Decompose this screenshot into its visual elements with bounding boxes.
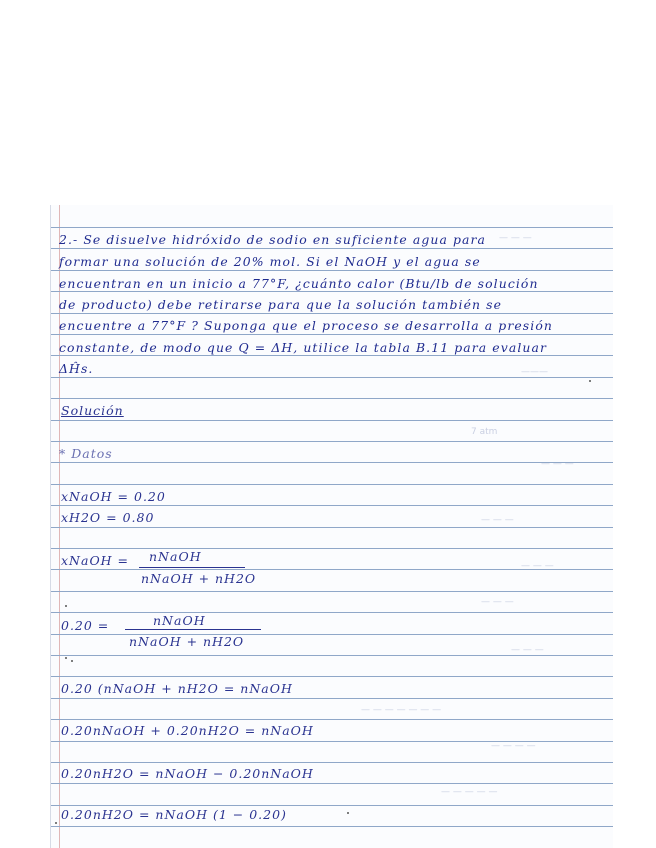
question-line-3: encuentran en un inicio a 77°F, ¿cuánto calor (Btu/lb de solución bbox=[59, 276, 539, 291]
eq6: 0.20nH2O = nNaOH (1 − 0.20) bbox=[61, 807, 287, 822]
ruled-line bbox=[51, 505, 613, 506]
question-line-1: 2.- Se disuelve hidróxido de sodio en suficiente agua para bbox=[59, 232, 487, 247]
eq1-denominator: nNaOH + nH2O bbox=[141, 571, 257, 586]
ruled-line bbox=[51, 227, 613, 228]
ruled-line bbox=[51, 719, 613, 720]
notebook-page: — — — ——— 7 atm — — — — — — — — — — — — — — — — — — — — — — — — — — — — — — — 2.- Se disuelve hidróxido de sodio en suficiente agua para formar una solución de 20% mol. Si el NaOH y el agua se encuentran en un inicio a 77°F, ¿cuánto calor (Btu/lb de solución de producto) debe retirarse para que la solución también se encuentre a 77°F ? Suponga que el proceso se desarrolla a presión constante, de modo que Q = ΔH, utilice la tabla B.11 para evaluar ΔĤs. Solución * Datos xNaOH = 0.20 xH2O = 0.80 xNaOH = nNaOH nNaOH + nH2O 0.20 = nNaOH nNaOH + nH2O 0.20 (nNaOH + nH2O = nNaOH 0.20nNaOH + 0.20nH2O = nNaOH 0.20nH2O = nNaOH − 0.20nNaOH 0.20nH2O = nNaOH (1 − 0.20) bbox=[50, 205, 613, 848]
eq2-fraction-bar bbox=[125, 629, 261, 630]
question-line-6: constante, de modo que Q = ΔH, utilice la tabla B.11 para evaluar bbox=[59, 340, 547, 355]
ruled-line bbox=[51, 462, 613, 463]
ruled-line bbox=[51, 270, 613, 271]
ruled-line bbox=[51, 805, 613, 806]
eq2-lhs: 0.20 = bbox=[61, 618, 110, 633]
eq1-lhs: xNaOH = bbox=[61, 553, 130, 568]
ruled-line bbox=[51, 655, 613, 656]
question-line-2: formar una solución de 20% mol. Si el NaOH y el agua se bbox=[59, 254, 481, 269]
eq2-denominator: nNaOH + nH2O bbox=[129, 634, 245, 649]
ruled-line bbox=[51, 313, 613, 314]
ink-speck bbox=[55, 822, 57, 824]
ruled-line bbox=[51, 591, 613, 592]
ruled-line bbox=[51, 441, 613, 442]
question-line-5: encuentre a 77°F ? Suponga que el proceso se desarrolla a presión bbox=[59, 318, 553, 333]
eq1-fraction-bar bbox=[139, 567, 245, 568]
ruled-line bbox=[51, 248, 613, 249]
ruled-line bbox=[51, 698, 613, 699]
ruled-line bbox=[51, 398, 613, 399]
eq3: 0.20 (nNaOH + nH2O = nNaOH bbox=[61, 681, 293, 696]
x-h2o-value: xH2O = 0.80 bbox=[61, 510, 155, 525]
ruled-line bbox=[51, 484, 613, 485]
eq2-numerator: nNaOH bbox=[153, 613, 206, 628]
question-line-4: de producto) debe retirarse para que la solución también se bbox=[59, 297, 503, 312]
ink-speck bbox=[71, 660, 73, 662]
ruled-line bbox=[51, 334, 613, 335]
ruled-line bbox=[51, 548, 613, 549]
ruled-line bbox=[51, 826, 613, 827]
ink-speck bbox=[589, 380, 591, 382]
ruled-line bbox=[51, 527, 613, 528]
eq5: 0.20nH2O = nNaOH − 0.20nNaOH bbox=[61, 766, 314, 781]
ruled-line bbox=[51, 420, 613, 421]
ruled-line bbox=[51, 676, 613, 677]
datos-heading: * Datos bbox=[59, 446, 113, 461]
ink-speck bbox=[347, 812, 349, 814]
x-naoh-value: xNaOH = 0.20 bbox=[61, 489, 166, 504]
solution-title: Solución bbox=[61, 403, 124, 418]
ruled-line bbox=[51, 612, 613, 613]
ruled-line bbox=[51, 783, 613, 784]
ruled-line bbox=[51, 377, 613, 378]
question-line-7: ΔĤs. bbox=[59, 361, 94, 376]
ruled-line bbox=[51, 762, 613, 763]
ruled-line bbox=[51, 291, 613, 292]
eq1-numerator: nNaOH bbox=[149, 549, 202, 564]
ink-speck bbox=[65, 657, 67, 659]
ruled-line bbox=[51, 355, 613, 356]
ink-speck bbox=[65, 605, 67, 607]
eq4: 0.20nNaOH + 0.20nH2O = nNaOH bbox=[61, 723, 314, 738]
